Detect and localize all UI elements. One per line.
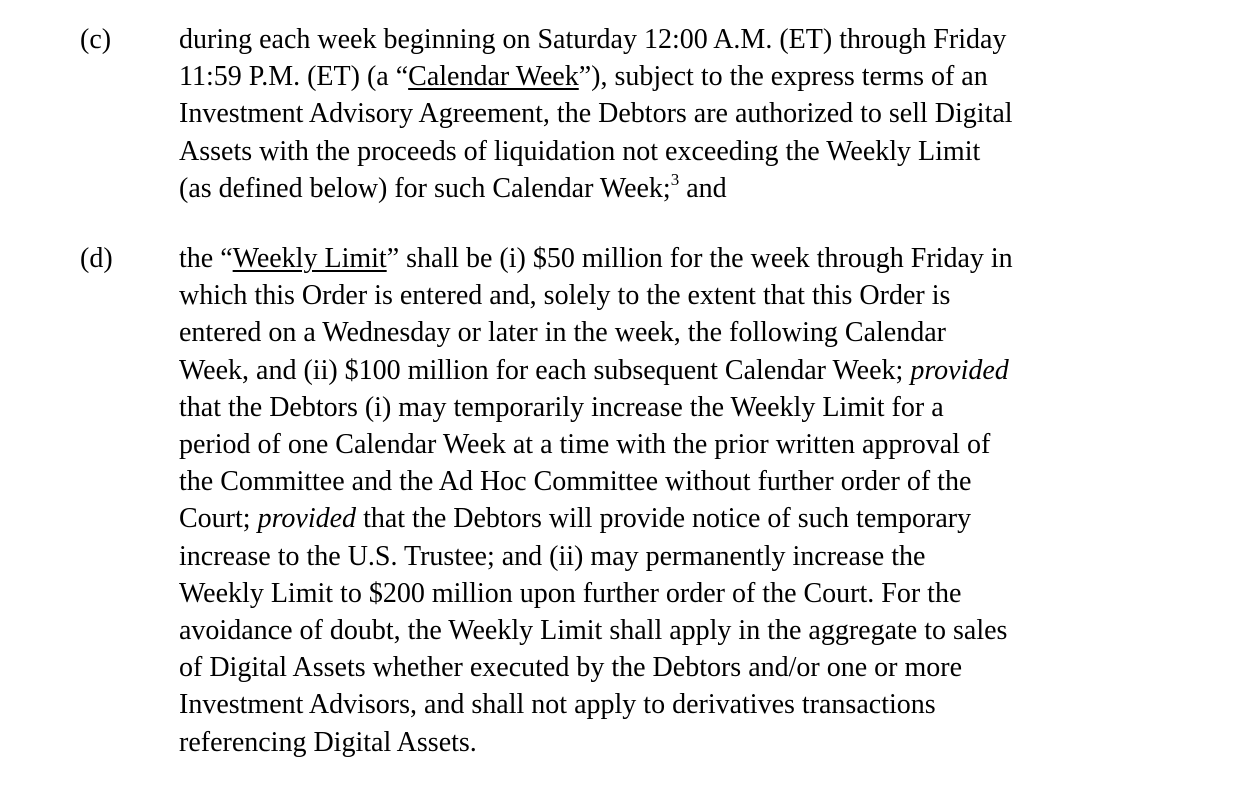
text-run: that the Debtors will provide notice of such temporary [356, 503, 972, 535]
italic-provided: provided [257, 503, 357, 535]
text-line [179, 277, 1179, 314]
text-line [179, 500, 1179, 537]
text-run: Weekly Limit to $200 million upon further order of the Court. For the [179, 577, 962, 609]
text-line [179, 649, 1179, 686]
text-line [179, 686, 1179, 723]
text-line [179, 426, 1179, 463]
text-run: ” shall be (i) $50 million for the week through Friday in [386, 243, 1013, 274]
text-line [179, 575, 1179, 612]
text-line [179, 724, 1179, 761]
text-run: 11:59 P.M. (ET) (a “ [179, 61, 409, 93]
text-line [179, 240, 1179, 277]
text-run: Court; [179, 503, 258, 535]
text-run: Investment Advisory Agreement, the Debtors are authorized to sell Digital [179, 98, 1013, 130]
clause-text [179, 21, 1179, 207]
text-run: avoidance of doubt, the Weekly Limit shall apply in the aggregate to sales [179, 615, 1008, 647]
footnote-reference: 3 [670, 169, 680, 189]
italic-provided: provided [910, 354, 1009, 386]
clause-marker: (c) [80, 24, 112, 55]
text-run: Assets with the proceeds of liquidation not exceeding the Weekly Limit [179, 135, 981, 167]
text-line [179, 133, 1179, 170]
text-line [179, 58, 1179, 95]
text-run: which this Order is entered and, solely to the extent that this Order is [179, 280, 951, 312]
clause-text [179, 240, 1179, 761]
text-run: Investment Advisors, and shall not apply to derivatives transactions [179, 689, 936, 721]
text-run: the “ [179, 243, 233, 274]
text-run: of Digital Assets whether executed by the Debtors and/or one or more [179, 652, 963, 684]
text-line [179, 352, 1179, 389]
text-run: referencing Digital Assets. [179, 726, 477, 758]
text-line [179, 314, 1179, 351]
text-line [179, 612, 1179, 649]
text-line [179, 95, 1179, 132]
text-run: period of one Calendar Week at a time with the prior written approval of [179, 429, 991, 461]
text-run: increase to the U.S. Trustee; and (ii) may permanently increase the [179, 540, 926, 572]
text-run: entered on a Wednesday or later in the week, the following Calendar [179, 317, 946, 349]
text-run: during each week beginning on Saturday 12:00 A.M. (ET) through Friday [179, 24, 1007, 55]
text-run: (as defined below) for such Calendar Week; [179, 172, 671, 204]
clause-marker: (d) [80, 243, 113, 274]
defined-term-calendar-week: Calendar Week [408, 61, 579, 93]
text-run: Week, and (ii) $100 million for each subsequent Calendar Week; [179, 354, 911, 386]
text-line [179, 463, 1179, 500]
text-line [179, 170, 1179, 207]
text-line [179, 538, 1179, 575]
text-run: ”), subject to the express terms of an [578, 61, 988, 93]
text-line [179, 21, 1179, 58]
text-run: the Committee and the Ad Hoc Committee without further order of the [179, 466, 972, 498]
text-run: that the Debtors (i) may temporarily increase the Weekly Limit for a [179, 391, 944, 423]
defined-term-weekly-limit: Weekly Limit [232, 243, 387, 274]
text-line [179, 389, 1179, 426]
text-run: and [679, 172, 727, 204]
